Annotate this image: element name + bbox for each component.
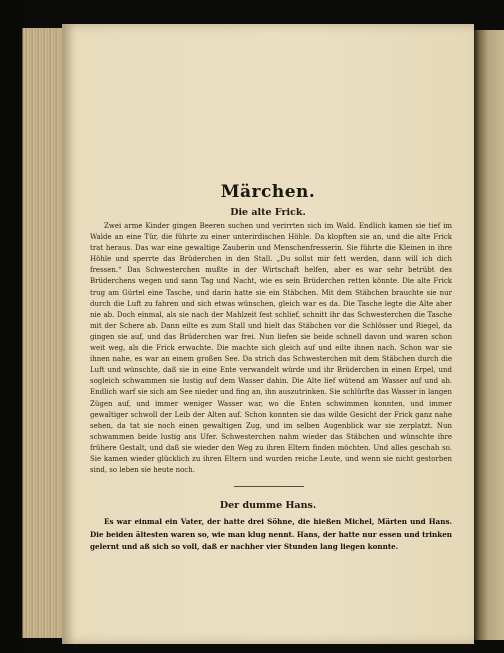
story-paragraph: Zwei arme Kinder gingen Beeren suchen und verirrten sich im Wald. Endlich kamen sie tief im Walde an eine Tür, die führte zu einer unterirdischen Höhle. Da klopften sie an, und die alte Frick trat heraus. Das war eine gewaltige Zauberin und Menschenfresserin. Sie führte die Kleinen in ihre Höhle und sperrte das Brüderchen in den Stall. „Du sollst mir fett werden, dann will ich dich fressen.“ Das Schwesterchen mußte in der Wirtschaft helfen, aber es war sehr betrübt des Brüderchens wegen und sann Tag und Nacht, wie es sein Brüderchen retten könnte. Die alte Frick trug am Gürtel eine Tasche, und darin hatte sie ein Stäbchen. Mit dem Stäbchen brauchte sie nur durch die Luft zu fahren und sich etwas wünschen, gleich war es da. Die Tasche legte die Alte aber nie ab. Doch einmal, als sie nach der Mahlzeit fest schlief, schnitt ihr das Schwesterchen die Tasche mit der Schere ab. Dann eilte es zum Stall und hielt das Stäbchen vor die Schlösser und Riegel, da gingen sie auf, und das Brüderchen war frei. Nun liefen sie beide schnell davon und waren schon weit weg, als die Frick erwachte. Die machte sich gleich auf und eilte ihnen nach. Schon war sie ihnen nahe, es war an einem großen See. Da strich das Schwesterchen mit dem Stäbchen durch die Luft und wünschte, daß sie in eine Ente verwandelt würde und ihr Brüderchen in einen Erpel, und sogleich schwammen sie lustig auf dem Wasser dahin. Die Alte lief wütend am Wasser auf und ab. Endlich warf sie sich am See nieder und fing an, ihn auszutrinken. Sie schlürfte das Wasser in langen Zügen auf, und immer weniger Wasser war, wo die Enten schwimmen konnten, und immer gewaltiger schwoll der Leib der Alten auf. Schon konnten sie das wilde Gesicht der Frick ganz nahe sehen, da tat sie noch einen gewaltigen Zug, und im selben Augenblick war sie zerplatzt. Nun schwammen beide lustig ans Ufer. Schwesterchen nahm wieder das Stäbchen und wünschte ihre frühere Gestalt, und daß sie wieder den Weg zu ihren Eltern finden möchten. Und alles geschah so. Sie kamen wieder glücklich zu ihren Eltern und wurden reiche Leute, und wenn sie nicht gestorben sind, so leben sie heute noch. <box>90 222 452 475</box>
section-divider <box>234 486 304 487</box>
story-body-der-dumme-hans <box>90 516 452 554</box>
book-right-edge <box>474 30 504 640</box>
story-body-die-alte-frick <box>90 221 452 476</box>
book-page <box>62 24 474 644</box>
book-page-edges <box>22 28 67 638</box>
story-title-der-dumme-hans: Der dumme Hans. <box>219 500 317 511</box>
story-title-die-alte-frick: Die alte Frick. <box>230 207 306 218</box>
page-heading: Märchen. <box>220 182 316 202</box>
story-paragraph: Es war einmal ein Vater, der hatte drei Söhne, die hießen Michel, Märten und Hans. Die beiden ältesten waren so, wie man klug nennt. Hans, der hatte nur essen und trinken gelernt und aß sich so voll, daß er nachher vier Stunden lang liegen konnte. <box>90 517 452 552</box>
book-left-edge <box>0 0 24 653</box>
